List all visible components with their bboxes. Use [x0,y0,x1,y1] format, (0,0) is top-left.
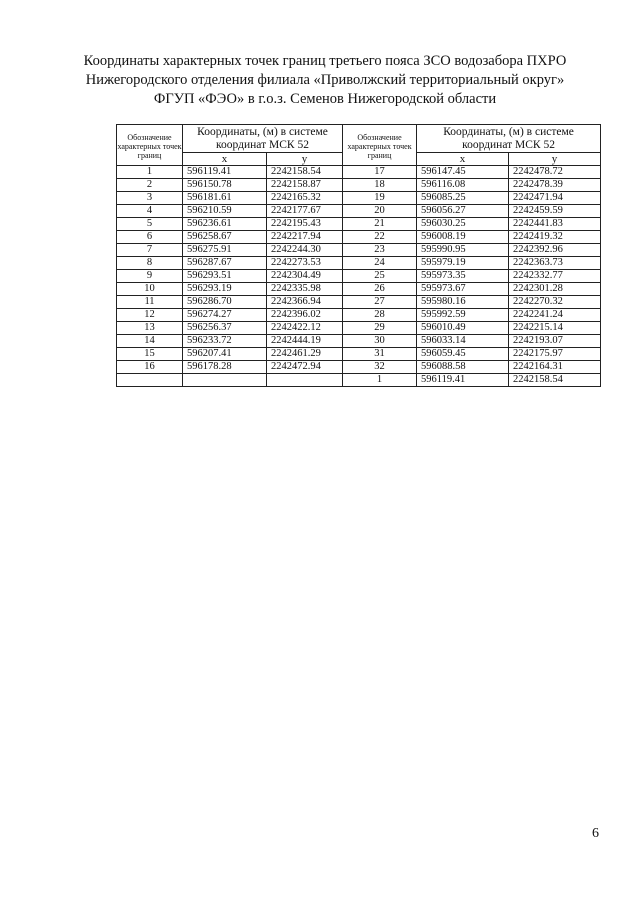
table-row [117,205,601,218]
page-number: 6 [592,826,599,841]
y-cell-left: 2242244.30 [267,244,343,257]
y-cell-right: 2242392.96 [509,244,601,257]
x-cell-left: 596287.67 [183,257,267,270]
y-header-left: y [267,153,343,166]
y-cell-right: 2242478.39 [509,179,601,192]
point-number-cell-left: 9 [117,270,183,283]
y-cell-left: 2242366.94 [267,296,343,309]
y-cell-right: 2242301.28 [509,283,601,296]
point-number-cell-left [117,374,183,387]
point-number-cell-right: 20 [343,205,417,218]
point-number-cell-left: 2 [117,179,183,192]
table-row [117,309,601,322]
x-cell-left: 596256.37 [183,322,267,335]
point-number-cell-left: 4 [117,205,183,218]
table-row [117,283,601,296]
x-cell-left [183,374,267,387]
x-cell-left: 596119.41 [183,166,267,179]
table-row [117,231,601,244]
table-row [117,257,601,270]
y-cell-left: 2242165.32 [267,192,343,205]
y-cell-left: 2242304.49 [267,270,343,283]
x-cell-right: 596056.27 [417,205,509,218]
y-header-right: y [509,153,601,166]
x-cell-left: 596293.19 [183,283,267,296]
x-cell-left: 596274.27 [183,309,267,322]
table-row [117,244,601,257]
point-number-cell-left: 8 [117,257,183,270]
y-cell-right: 2242215.14 [509,322,601,335]
y-cell-left: 2242158.54 [267,166,343,179]
table-row [117,218,601,231]
y-cell-right: 2242441.83 [509,218,601,231]
point-number-cell-right: 30 [343,335,417,348]
point-number-cell-left: 5 [117,218,183,231]
point-number-cell-right: 18 [343,179,417,192]
y-cell-left: 2242396.02 [267,309,343,322]
point-number-cell-left: 3 [117,192,183,205]
y-cell-right: 2242175.97 [509,348,601,361]
y-cell-right: 2242478.72 [509,166,601,179]
x-cell-left: 596207.41 [183,348,267,361]
x-cell-right: 595973.35 [417,270,509,283]
x-cell-right: 596010.49 [417,322,509,335]
y-cell-left: 2242273.53 [267,257,343,270]
x-cell-left: 596275.91 [183,244,267,257]
point-label-header-right: Обозначение характерных точек границ [343,125,417,166]
x-cell-right: 595980.16 [417,296,509,309]
point-number-cell-left: 13 [117,322,183,335]
point-number-cell-right: 28 [343,309,417,322]
point-number-cell-right: 31 [343,348,417,361]
point-number-cell-right: 32 [343,361,417,374]
coordinates-table-body [117,166,601,387]
x-cell-left: 596210.59 [183,205,267,218]
point-number-cell-right: 17 [343,166,417,179]
x-cell-left: 596150.78 [183,179,267,192]
point-number-cell-left: 10 [117,283,183,296]
table-row [117,348,601,361]
coords-header-right: Координаты, (м) в системе координат МСК 52 [417,125,601,153]
x-cell-left: 596293.51 [183,270,267,283]
x-header-left: x [183,153,267,166]
x-cell-right: 596119.41 [417,374,509,387]
y-cell-right: 2242471.94 [509,192,601,205]
x-cell-right: 595973.67 [417,283,509,296]
y-cell-right: 2242164.31 [509,361,601,374]
x-cell-left: 596233.72 [183,335,267,348]
y-cell-right: 2242459.59 [509,205,601,218]
table-row [117,296,601,309]
point-number-cell-right: 26 [343,283,417,296]
x-cell-right: 596147.45 [417,166,509,179]
y-cell-right: 2242241.24 [509,309,601,322]
point-number-cell-right: 21 [343,218,417,231]
x-cell-right: 595990.95 [417,244,509,257]
y-cell-left: 2242472.94 [267,361,343,374]
x-cell-right: 596030.25 [417,218,509,231]
x-cell-left: 596286.70 [183,296,267,309]
x-cell-right: 596088.58 [417,361,509,374]
x-cell-right: 595979.19 [417,257,509,270]
table-row [117,166,601,179]
point-number-cell-left: 16 [117,361,183,374]
point-number-cell-left: 7 [117,244,183,257]
x-cell-left: 596236.61 [183,218,267,231]
x-cell-right: 596085.25 [417,192,509,205]
point-number-cell-right: 23 [343,244,417,257]
table-row [117,322,601,335]
point-number-cell-right: 22 [343,231,417,244]
point-number-cell-left: 14 [117,335,183,348]
y-cell-right: 2242363.73 [509,257,601,270]
document-title [40,52,610,109]
y-cell-left: 2242461.29 [267,348,343,361]
point-number-cell-left: 1 [117,166,183,179]
x-cell-right: 595992.59 [417,309,509,322]
y-cell-left: 2242177.67 [267,205,343,218]
y-cell-right: 2242270.32 [509,296,601,309]
y-cell-left [267,374,343,387]
y-cell-right: 2242332.77 [509,270,601,283]
point-number-cell-left: 15 [117,348,183,361]
point-number-cell-right: 27 [343,296,417,309]
coordinates-table [116,124,601,387]
point-number-cell-right: 19 [343,192,417,205]
point-number-cell-right: 29 [343,322,417,335]
y-cell-left: 2242335.98 [267,283,343,296]
table-row [117,270,601,283]
x-cell-right: 596008.19 [417,231,509,244]
point-number-cell-left: 12 [117,309,183,322]
y-cell-right: 2242193.07 [509,335,601,348]
table-row [117,335,601,348]
y-cell-left: 2242422.12 [267,322,343,335]
point-number-cell-right: 25 [343,270,417,283]
y-cell-left: 2242217.94 [267,231,343,244]
point-number-cell-left: 6 [117,231,183,244]
title-line-3: ФГУП «ФЭО» в г.о.з. Семенов Нижегородской области [153,91,497,107]
x-cell-left: 596178.28 [183,361,267,374]
table-row [117,179,601,192]
y-cell-left: 2242444.19 [267,335,343,348]
x-cell-left: 596181.61 [183,192,267,205]
title-line-2: Нижегородского отделения филиала «Приволжский территориальный округ» [85,72,565,88]
point-number-cell-left: 11 [117,296,183,309]
point-number-cell-right: 24 [343,257,417,270]
coords-header-left: Координаты, (м) в системе координат МСК 52 [183,125,343,153]
x-cell-right: 596033.14 [417,335,509,348]
table-row [117,361,601,374]
table-row [117,374,601,387]
point-label-header-left: Обозначение характерных точек границ [117,125,183,166]
y-cell-left: 2242195.43 [267,218,343,231]
y-cell-right: 2242419.32 [509,231,601,244]
x-cell-left: 596258.67 [183,231,267,244]
point-number-cell-right: 1 [343,374,417,387]
x-header-right: x [417,153,509,166]
title-line-1: Координаты характерных точек границ третьего пояса ЗСО водозабора ПХРО [83,53,567,69]
y-cell-left: 2242158.87 [267,179,343,192]
y-cell-right: 2242158.54 [509,374,601,387]
x-cell-right: 596059.45 [417,348,509,361]
table-row [117,192,601,205]
x-cell-right: 596116.08 [417,179,509,192]
